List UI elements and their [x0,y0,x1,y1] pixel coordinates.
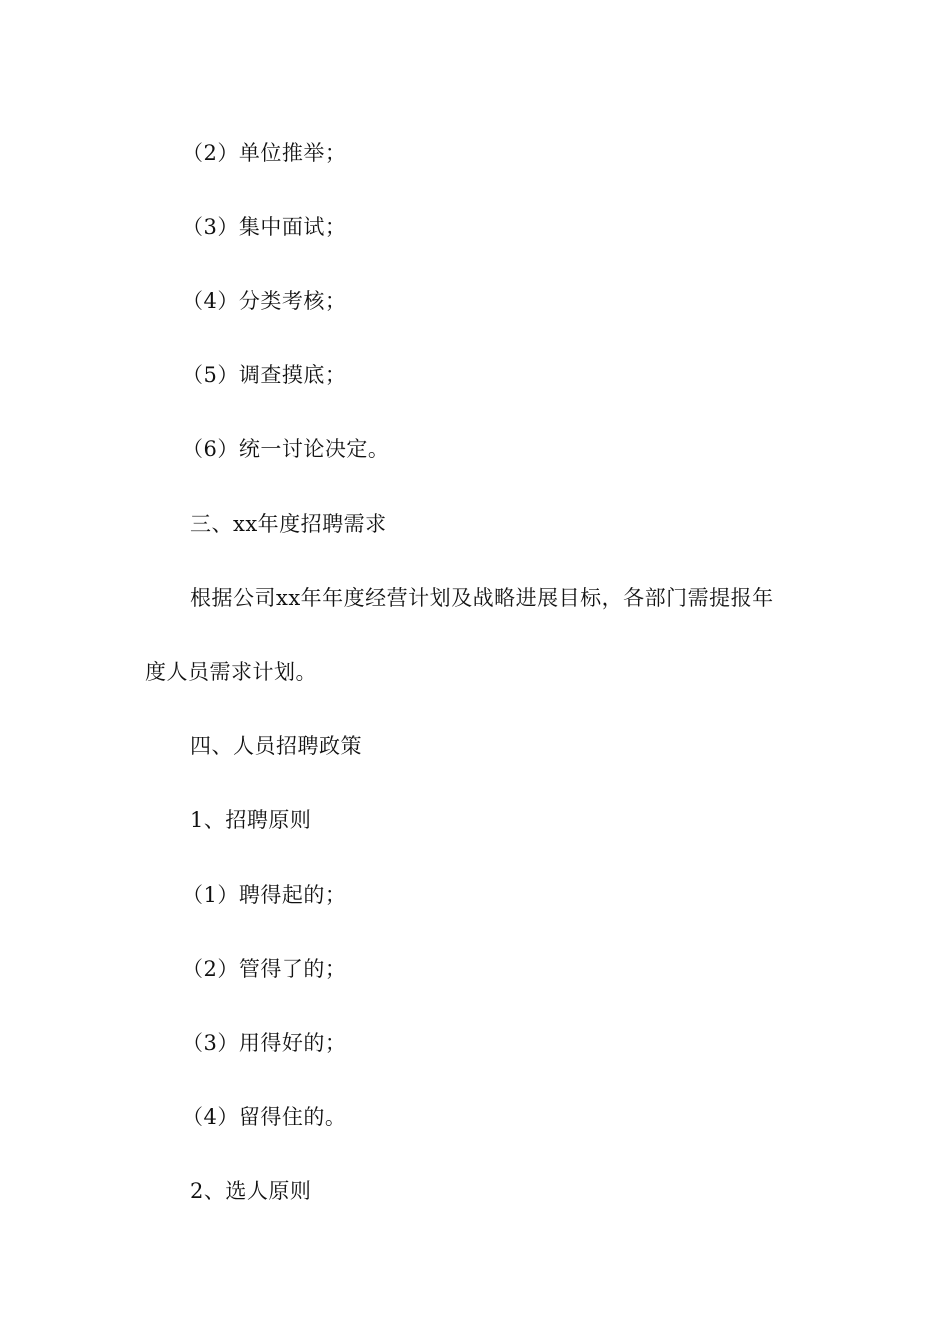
list-item-classified-assessment: （4）分类考核； [182,289,347,313]
list-item-group-interview: （3）集中面试； [182,215,347,239]
list-item-unified-decision: （6）统一讨论决定。 [182,437,390,461]
list-item-unit-recommendation: （2）单位推举； [182,141,347,165]
list-item-retainable: （4）留得住的。 [182,1105,347,1129]
section-heading-recruitment-policy: 四、人员招聘政策 [190,734,362,758]
subheading-recruitment-principles: 1、招聘原则 [190,808,312,832]
list-item-manageable: （2）管得了的； [182,957,347,981]
list-item-usable: （3）用得好的； [182,1031,347,1055]
paragraph-line-1: 根据公司xx年年度经营计划及战略进展目标，各部门需提报年 [190,586,774,610]
subheading-selection-principles: 2、选人原则 [190,1179,312,1203]
list-item-investigation: （5）调查摸底； [182,363,347,387]
section-heading-recruitment-demand: 三、xx年度招聘需求 [190,512,387,536]
paragraph-line-2: 度人员需求计划。 [145,660,317,684]
list-item-affordable: （1）聘得起的； [182,883,347,907]
